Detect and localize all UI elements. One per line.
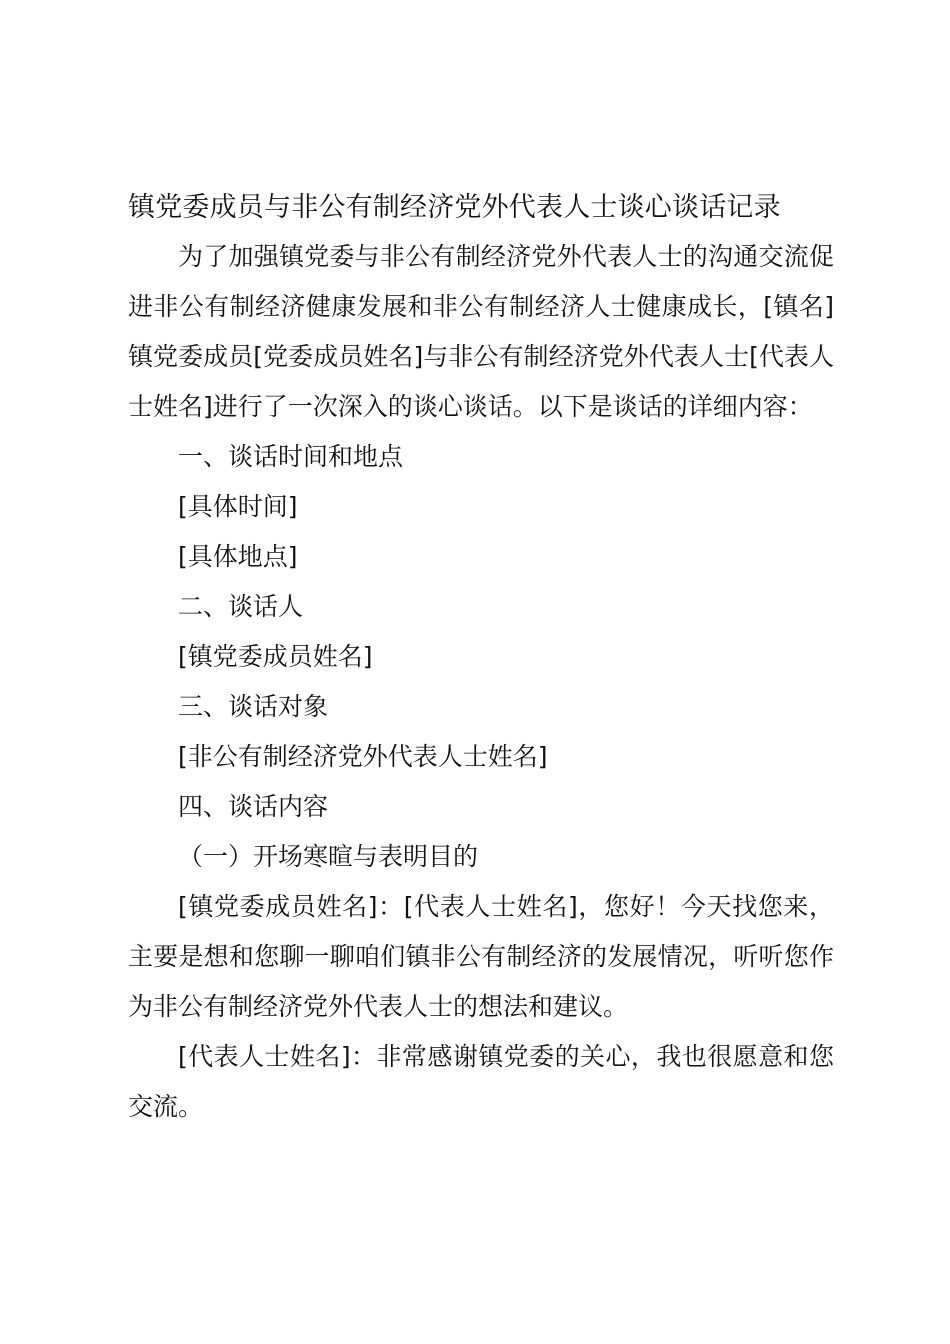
intro-paragraph: 为了加强镇党委与非公有制经济党外代表人士的沟通交流促进非公有制经济健康发展和非公有制经济人士健康成长，[镇名]镇党委成员[党委成员姓名]与非公有制经济党外代表人士[代表人士姓名]进行了一次深入的谈心谈话。以下是谈话的详细内容：: [128, 242, 834, 421]
document-body: [128, 232, 834, 1132]
talker-name: [镇党委成员姓名]: [178, 642, 373, 671]
target-name: [非公有制经济党外代表人士姓名]: [178, 742, 548, 771]
subsection-heading-opening: （一）开场寒暄与表明目的: [178, 842, 479, 871]
talk-time: [具体时间]: [178, 492, 298, 521]
dialogue-paragraph: [镇党委成员姓名]：[代表人士姓名]，您好！今天找您来，主要是想和您聊一聊咱们镇非公有制经济的发展情况，听听您作为非公有制经济党外代表人士的想法和建议。: [128, 892, 834, 1021]
talk-place: [具体地点]: [178, 542, 298, 571]
dialogue-paragraph: [代表人士姓名]：非常感谢镇党委的关心，我也很愿意和您交流。: [128, 1042, 834, 1121]
section-heading-target: 三、谈话对象: [178, 692, 329, 721]
section-heading-talker: 二、谈话人: [178, 592, 304, 621]
section-heading-time-place: 一、谈话时间和地点: [178, 442, 404, 471]
section-heading-content: 四、谈话内容: [178, 792, 329, 821]
document-title: 镇党委成员与非公有制经济党外代表人士谈心谈话记录: [128, 192, 781, 223]
